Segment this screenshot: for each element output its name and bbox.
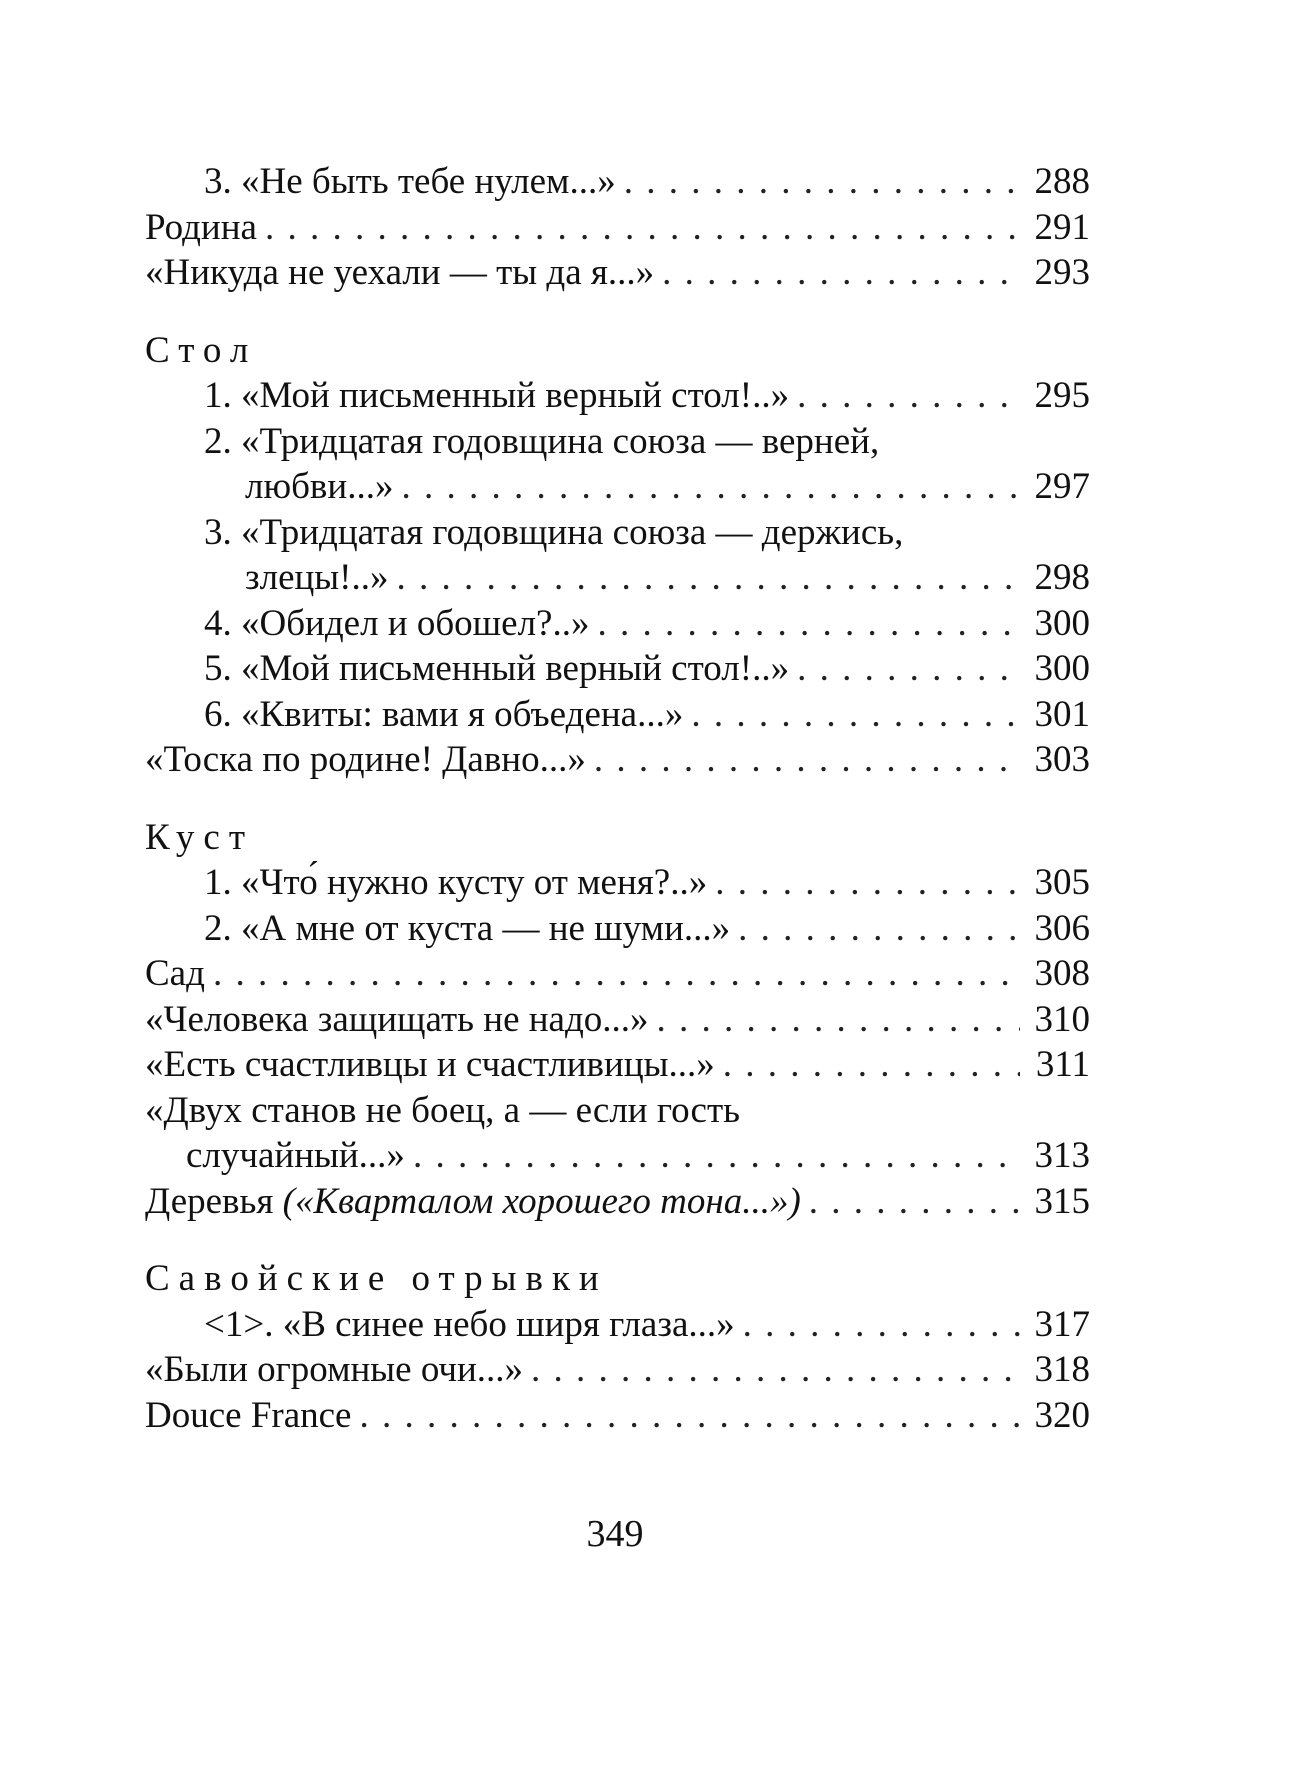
toc-entry-title: 2. «Тридцатая годовщина союза — верней,: [204, 420, 880, 462]
toc-entry[interactable]: [145, 692, 1090, 738]
toc-entry-page: 320: [1034, 1394, 1090, 1436]
toc-entry-continuation[interactable]: [145, 555, 1090, 601]
toc-entry-continuation[interactable]: [145, 1133, 1090, 1179]
toc-entry-title: 2. «А мне от куста — не шуми...»: [204, 907, 731, 949]
dot-leader: [662, 250, 1020, 296]
toc-entry-first-line[interactable]: [145, 419, 1090, 465]
toc-entry-page: 288: [1034, 161, 1090, 202]
toc-entry[interactable]: [145, 601, 1090, 647]
dot-leader: [723, 1042, 1020, 1088]
toc-entry-title-cont: злецы!..»: [245, 557, 389, 598]
toc-entry-title: Родина: [145, 206, 257, 248]
toc-entry-title: «Тоска по родине! Давно...»: [145, 739, 586, 780]
section-heading-savoy: Савойские отрывки: [145, 1258, 608, 1299]
dot-leader: [531, 1347, 1020, 1393]
toc-entry-title: 6. «Квиты: вами я объедена...»: [204, 693, 684, 735]
dot-leader: [738, 906, 1020, 952]
toc-entry-page: 313: [1034, 1135, 1090, 1176]
toc-entry-title-cont: случайный...»: [186, 1135, 405, 1176]
dot-leader: [797, 373, 1020, 419]
toc-entry-page: 308: [1034, 953, 1090, 994]
toc-entry-page: 303: [1034, 739, 1090, 780]
toc-entry[interactable]: [145, 1042, 1090, 1088]
toc-entry[interactable]: [145, 906, 1090, 952]
toc-entry-first-line[interactable]: [145, 1088, 1090, 1134]
toc-entry-title: Сад: [145, 953, 205, 994]
toc-entry[interactable]: [145, 1179, 1090, 1225]
toc-entry[interactable]: [145, 860, 1090, 906]
toc-entry-title: 1. «Мой письменный верный стол!..»: [204, 375, 790, 416]
toc-entry[interactable]: [145, 250, 1090, 296]
toc-entry-title: 3. «Тридцатая годовщина союза — держись,: [204, 511, 904, 553]
toc-entry-page: 293: [1034, 252, 1090, 293]
toc-entry-title: «Двух станов не боец, а — если гость: [145, 1089, 740, 1131]
toc-entry-subtitle: («Кварталом хорошего тона...»): [282, 1180, 801, 1222]
toc-entry-title: [145, 1179, 801, 1225]
dot-leader: [594, 737, 1020, 783]
toc-entry[interactable]: [145, 373, 1090, 419]
toc-entry-page: 298: [1034, 557, 1090, 598]
toc-entry-title: «Были огромные очи...»: [145, 1349, 524, 1390]
toc-entry-title: <1>. «В синее небо ширя глаза...»: [204, 1303, 735, 1345]
dot-leader: [213, 951, 1020, 997]
toc-entry-title: Douce France: [145, 1394, 352, 1436]
toc-entry[interactable]: [145, 737, 1090, 783]
toc-entry-page: 311: [1035, 1044, 1090, 1085]
toc-entry-page: 317: [1034, 1303, 1090, 1345]
toc-entry-title-main: Деревья: [145, 1180, 274, 1222]
toc-entry-page: 297: [1034, 466, 1090, 507]
toc-entry-title: 4. «Обидел и обошел?..»: [204, 602, 590, 644]
toc-entry-page: 318: [1034, 1349, 1090, 1390]
dot-leader: [413, 1133, 1020, 1179]
toc-entry[interactable]: [145, 951, 1090, 997]
dot-leader: [265, 205, 1020, 251]
dot-leader: [797, 646, 1020, 692]
toc-entry-page: 291: [1034, 206, 1090, 248]
toc-entry-title: 3. «Не быть тебе нулем...»: [204, 161, 616, 202]
dot-leader: [809, 1179, 1020, 1225]
toc-entry-title-cont: любви...»: [245, 466, 394, 507]
section-heading-kust: Куст: [145, 816, 254, 858]
toc-entry-page: 300: [1034, 648, 1090, 689]
toc-entry-page: 295: [1034, 375, 1090, 416]
toc-entry[interactable]: [145, 646, 1090, 692]
toc-entry-page: 315: [1034, 1180, 1090, 1222]
dot-leader: [715, 860, 1020, 906]
toc-entry-first-line[interactable]: [145, 510, 1090, 556]
page-number: 349: [586, 1513, 644, 1555]
toc-entry-title: «Никуда не уехали — ты да я...»: [145, 252, 655, 293]
dot-leader: [743, 1302, 1020, 1348]
dot-leader: [657, 997, 1020, 1043]
toc-entry[interactable]: [145, 997, 1090, 1043]
dot-leader: [597, 601, 1020, 647]
toc-entry-page: 301: [1034, 693, 1090, 735]
toc-entry-title: 5. «Мой письменный верный стол!..»: [204, 648, 790, 689]
section-heading-stol: Стол: [145, 329, 258, 371]
table-of-contents: [145, 159, 1090, 1438]
toc-entry-title: 1. «Что́ нужно кусту от меня?..»: [204, 862, 708, 903]
toc-entry-page: 310: [1034, 998, 1090, 1040]
toc-entry-page: 300: [1034, 602, 1090, 644]
toc-entry-title: «Есть счастливцы и счастливицы...»: [145, 1044, 715, 1085]
toc-entry[interactable]: [145, 1347, 1090, 1393]
toc-entry[interactable]: [145, 1393, 1090, 1439]
dot-leader: [359, 1393, 1020, 1439]
toc-entry-continuation[interactable]: [145, 464, 1090, 510]
toc-entry[interactable]: [145, 205, 1090, 251]
toc-entry-page: 306: [1034, 907, 1090, 949]
dot-leader: [624, 159, 1020, 205]
toc-entry[interactable]: [145, 1302, 1090, 1348]
toc-entry[interactable]: [145, 159, 1090, 205]
dot-leader: [396, 555, 1020, 601]
toc-entry-title: «Человека защищать не надо...»: [145, 998, 649, 1040]
toc-entry-page: 305: [1034, 862, 1090, 903]
dot-leader: [401, 464, 1020, 510]
dot-leader: [691, 692, 1020, 738]
